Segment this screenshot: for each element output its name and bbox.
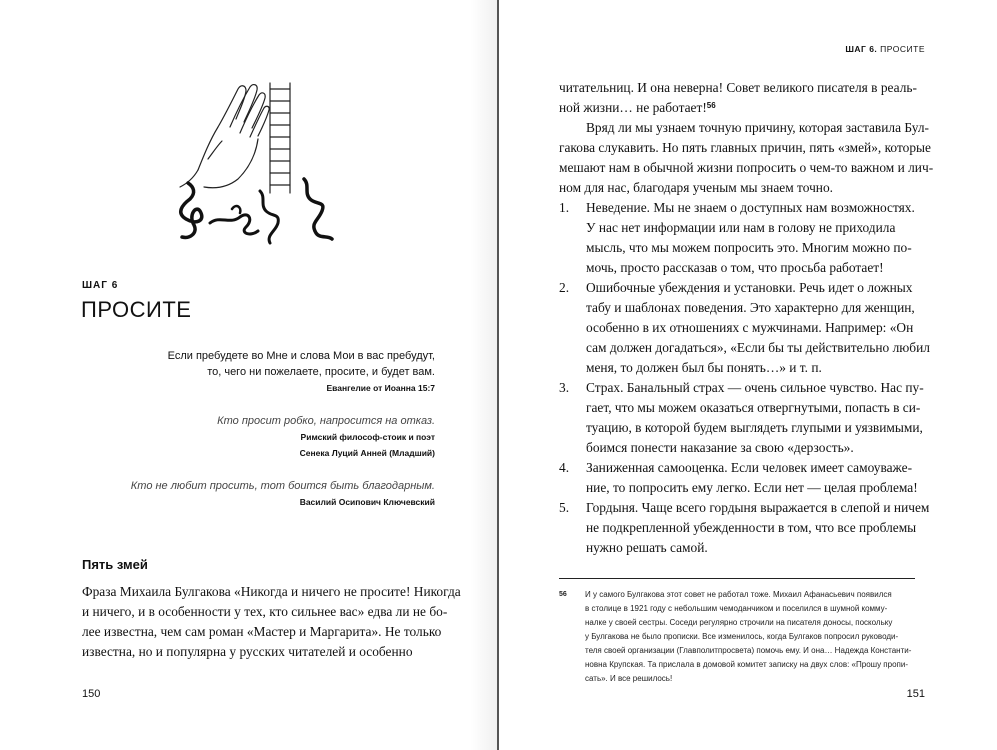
epigraph-source: Василий Осипович Ключевский [299, 497, 435, 507]
text-line: Ошибочные убеждения и установки. Речь идет о ложных [586, 280, 913, 295]
list-item [559, 278, 930, 378]
running-head-step: ШАГ 6. [845, 44, 878, 54]
text-line: гакова слукавить. Но пять главных причин, пять «змей», которые [559, 140, 931, 155]
text-line: нужно решать самой. [586, 540, 708, 555]
text-line: лее известна, чем сам роман «Мастер и Маргарита». Не только [82, 624, 442, 639]
page-number-right: 151 [906, 688, 925, 700]
text-line: сам должен догадаться», «Если бы ты действительно любил [586, 340, 930, 355]
epigraph-klyuchevsky [131, 478, 435, 510]
five-snakes-list [559, 198, 930, 558]
text-line: сать». И все решилось! [585, 674, 673, 683]
text-line: гает, что мы можем оказаться отвергнутыми, попасть в си- [586, 400, 921, 415]
right-page [499, 0, 997, 750]
text-line: не подкрепленной убежденности в том, что все проблемы [586, 520, 917, 535]
text-line: Вряд ли мы узнаем точную причину, которая заставила Бул- [586, 120, 929, 135]
text-line: Фраза Михаила Булгакова «Никогда и ничего не просите! Никогда [82, 584, 461, 599]
text-line: Неведение. Мы не знаем о доступных нам возможностях. [586, 200, 915, 215]
praying-hand-ladder-snakes-illustration [170, 75, 350, 250]
step-title: ПРОСИТЕ [81, 297, 192, 322]
epigraph-gospel [168, 348, 435, 396]
running-head-title: ПРОСИТЕ [880, 44, 925, 54]
text-line: Заниженная самооценка. Если человек имеет самоуваже- [586, 460, 913, 475]
left-page [0, 0, 498, 750]
epigraph-source: Евангелие от Иоанна 15:7 [326, 383, 435, 393]
text-line: туацию, в которой будем выглядеть глупыми и уязвимыми, [586, 420, 923, 435]
text-line: читательниц. И она неверна! Совет великого писателя в реаль- [559, 80, 917, 95]
list-item-number: 1. [559, 200, 570, 215]
text-line: Гордыня. Чаще всего гордыня выражается в слепой и ничем [586, 500, 930, 515]
text-line: ние, то попросить ему легко. Если нет — целая проблема! [586, 480, 918, 495]
text-line: Страх. Банальный страх — очень сильное чувство. Нас пу- [586, 380, 924, 395]
epigraph-quote-line: Кто просит робко, напросится на отказ. [217, 415, 435, 427]
list-item [559, 198, 919, 278]
text-line: меня, то должен был бы понять…» и т. п. [586, 360, 822, 375]
running-head [845, 44, 925, 54]
list-item-number: 3. [559, 380, 570, 395]
list-item-number: 5. [559, 500, 570, 515]
right-intro-paragraph [559, 78, 934, 198]
page-number-left: 150 [82, 688, 101, 700]
step-label: ШАГ 6 [82, 280, 119, 291]
list-item-number: 2. [559, 280, 570, 295]
section-subheading: Пять змей [82, 557, 148, 572]
epigraph-seneca [217, 413, 435, 461]
text-line: новна Крупская. Та прислала в домовой комитет записку на двух слов: «Прошу пропи- [585, 660, 908, 669]
list-item-number: 4. [559, 460, 570, 475]
text-line: мочь, просто рассказав о том, что просьба работает! [586, 260, 884, 275]
text-line: теля своей организации (Главполитпросвета) помочь ему. И она… Надежда Константи- [585, 646, 912, 655]
text-line: известна, но и популярна у русских читателей и особенно [82, 644, 413, 659]
footnote-number: 56 [559, 591, 567, 598]
text-line: особенно в их отношениях с мужчинами. Например: «Он [586, 320, 914, 335]
text-line: У нас нет информации или нам в голову не приходила [586, 220, 896, 235]
spine-shadow [470, 0, 497, 750]
text-line: в столице в 1921 году с небольшим чемоданчиком и поселился в шумной комму- [585, 604, 888, 613]
text-line: И у самого Булгакова этот совет не работал тоже. Михаил Афанасьевич появился [585, 590, 892, 599]
text-line: у Булгакова не было прописки. Все изменилось, когда Булгаков попросил руководи- [585, 632, 899, 641]
epigraph-quote-line: Кто не любит просить, тот боится быть благодарным. [130, 480, 435, 492]
footnote-reference[interactable]: 56 [706, 101, 716, 110]
text-line: налке у своей сестры. Соседи регулярно строчили на писателя доносы, поскольку [585, 618, 893, 627]
text-line [559, 98, 919, 118]
footnote-divider [559, 578, 915, 579]
footnote-text [585, 588, 911, 686]
text-line: и ничего, и в особенности у тех, кто сильнее вас» едва ли не бо- [82, 604, 448, 619]
text-line: боимся понести наказание за свою «дерзость». [586, 440, 854, 455]
list-item [559, 458, 919, 498]
text-line: табу и шаблонах поведения. Это характерно для женщин, [586, 300, 915, 315]
epigraph-source: Римский философ-стоик и поэт [300, 432, 435, 442]
text-line: мысль, что мы можем попросить это. Многим можно по- [586, 240, 912, 255]
list-item [559, 378, 924, 458]
epigraph-source: Сенека Луций Анней (Младший) [299, 448, 435, 458]
epigraph-quote-line: Если пребудете во Мне и слова Мои в вас пребудут, [167, 350, 435, 362]
text-fragment: ной жизни… не работает! [559, 100, 707, 115]
text-line: мешают нам в обычной жизни попросить о чем-то важном и лич- [559, 160, 934, 175]
list-item [559, 498, 930, 558]
text-line: ном для нас, благодаря ученым мы знаем точно. [559, 180, 834, 195]
left-body-paragraph [82, 582, 461, 662]
epigraph-quote-line: то, чего ни пожелаете, просите, и будет вам. [207, 366, 435, 378]
